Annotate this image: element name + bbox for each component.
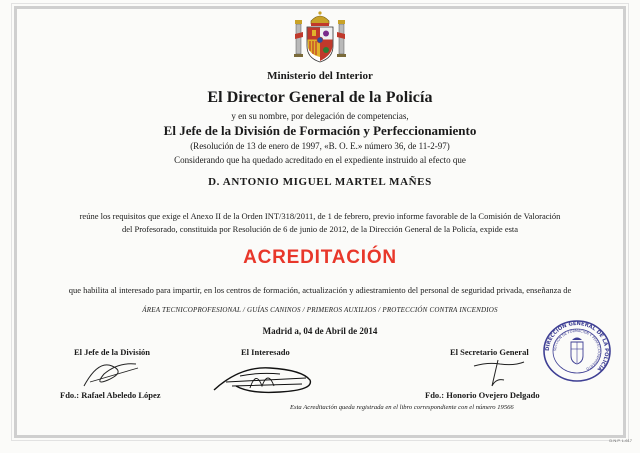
form-code: D.N.P. L-617 bbox=[609, 438, 632, 443]
accreditation-heading: ACREDITACIÓN bbox=[243, 247, 397, 268]
middle-signatory-title: El Interesado bbox=[241, 347, 290, 357]
place-date: Madrid a, 04 de Abril de 2014 bbox=[262, 326, 378, 336]
considering-line: Considerando que ha quedado acreditado en el expediente instruido al efecto que bbox=[174, 155, 466, 165]
left-signatory-name: Fdo.: Rafael Abeledo López bbox=[60, 390, 161, 400]
specialties-list: ÁREA TECNICOPROFESIONAL / GUÍAS CANINOS / PRIMEROS AUXILIOS / PROTECCIÓN CONTRA INCENDIOS bbox=[142, 306, 498, 314]
official-stamp bbox=[541, 320, 613, 382]
requirements-line-1: reúne los requisitos que exige el Anexo II de la Orden INT/318/2011, de 1 de febrero, previo informe favorable de la Comisión de Valoración bbox=[79, 211, 561, 221]
left-signature bbox=[78, 356, 150, 390]
registry-note: Esta Acreditación queda registrada en el libro correspondiente con el número 19566 bbox=[290, 404, 514, 411]
ministry-title: Ministerio del Interior bbox=[267, 70, 373, 82]
left-signatory-title: El Jefe de la División bbox=[74, 347, 151, 357]
enables-line: que habilita al interesado para impartir, en los centros de formación, actualización y adiestramiento del personal de seguridad privada, enseñanza de bbox=[68, 285, 572, 295]
director-title: El Director General de la Policía bbox=[207, 89, 433, 106]
royal-coat-of-arms-icon bbox=[293, 10, 347, 66]
stamp-inner-text: SECCIÓN DE FORMACIÓN Y PERFECCIONAMIENTO bbox=[552, 328, 602, 371]
resolution-reference: (Resolución de 13 de enero de 1997, «B. O. E.» número 36, de 11-2-97) bbox=[190, 141, 450, 151]
holder-name: D. ANTONIO MIGUEL MARTEL MAÑES bbox=[208, 176, 432, 188]
middle-signature bbox=[210, 356, 320, 400]
division-head-title: El Jefe de la División de Formación y Perfeccionamiento bbox=[163, 123, 477, 138]
right-signature bbox=[470, 358, 530, 388]
requirements-line-2: del Profesorado, constituida por Resolución de 6 de junio de 2012, de la Dirección General de la Policía, expide esta bbox=[121, 224, 519, 234]
right-signatory-title: El Secretario General bbox=[450, 347, 529, 357]
delegation-line: y en su nombre, por delegación de competencias, bbox=[231, 111, 409, 121]
stamp-outer-text: DIRECCIÓN GENERAL DE LA POLICÍA bbox=[544, 320, 610, 372]
right-signatory-name: Fdo.: Honorio Ovejero Delgado bbox=[425, 390, 540, 400]
